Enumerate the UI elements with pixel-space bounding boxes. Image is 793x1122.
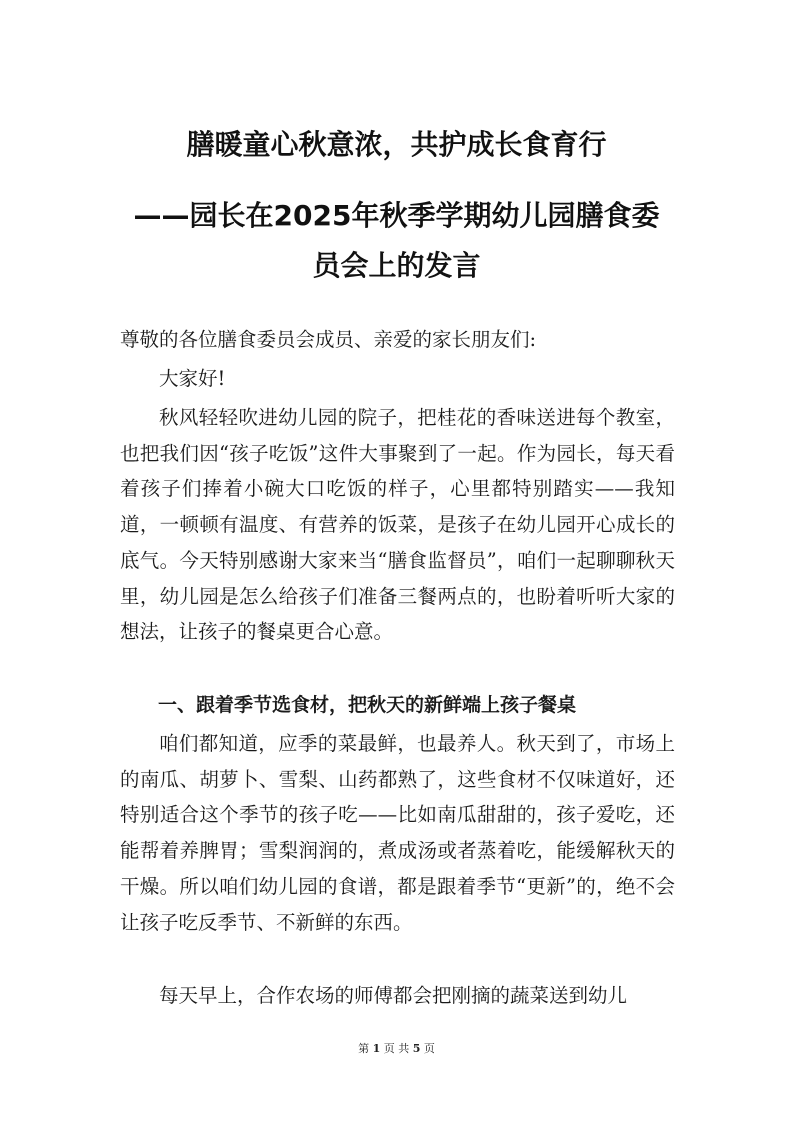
page-footer xyxy=(0,1042,793,1056)
salutation: 尊敬的各位膳食委员会成员、亲爱的家长朋友们: xyxy=(120,328,537,351)
document-subtitle-line2: 员会上的发言 xyxy=(312,249,481,282)
paragraph-section1: 咱们都知道，应季的菜最鲜，也最养人。秋天到了，市场上的南瓜、胡萝卜、雪梨、山药都熟了，这些食材不仅味道好，还特别适合这个季节的孩子吃——比如南瓜甜甜的，孩子爱吃，还能帮着养脾胃；雪梨润润的，煮成汤或者蒸着吃，能缓解秋天的干燥。所以咱们幼儿园的食谱，都是跟着季节“更新”的，绝不会让孩子吃反季节、不新鲜的东西。 xyxy=(120,732,675,934)
footer-middle: 页 共 xyxy=(383,1042,410,1055)
document-title: 膳暖童心秋意浓，共护成长食育行 xyxy=(186,128,607,161)
footer-suffix: 页 xyxy=(423,1042,435,1055)
footer-total-pages: 5 xyxy=(412,1042,421,1055)
footer-page-number: 1 xyxy=(372,1042,381,1055)
document-subtitle-line1: ——园长在2025年秋季学期幼儿园膳食委 xyxy=(133,199,660,232)
section-heading: 一、跟着季节选食材，把秋天的新鲜端上孩子餐桌 xyxy=(158,694,577,716)
paragraph-partial: 每天早上，合作农场的师傅都会把刚摘的蔬菜送到幼儿 xyxy=(159,984,628,1007)
paragraph-intro: 秋风轻轻吹进幼儿园的院子，把桂花的香味送进每个教室，也把我们因“孩子吃饭”这件大事聚到了一起。作为园长，每天看着孩子们捧着小碗大口吃饭的样子，心里都特别踏实——我知道，一顿顿有温度、有营养的饭菜，是孩子在幼儿园开心成长的底气。今天特别感谢大家来当“膳食监督员”，咱们一起聊聊秋天里，幼儿园是怎么给孩子们准备三餐两点的，也盼着听听大家的想法，让孩子的餐桌更合心意。 xyxy=(120,406,675,644)
footer-prefix: 第 xyxy=(358,1042,370,1055)
greeting: 大家好! xyxy=(159,367,226,390)
